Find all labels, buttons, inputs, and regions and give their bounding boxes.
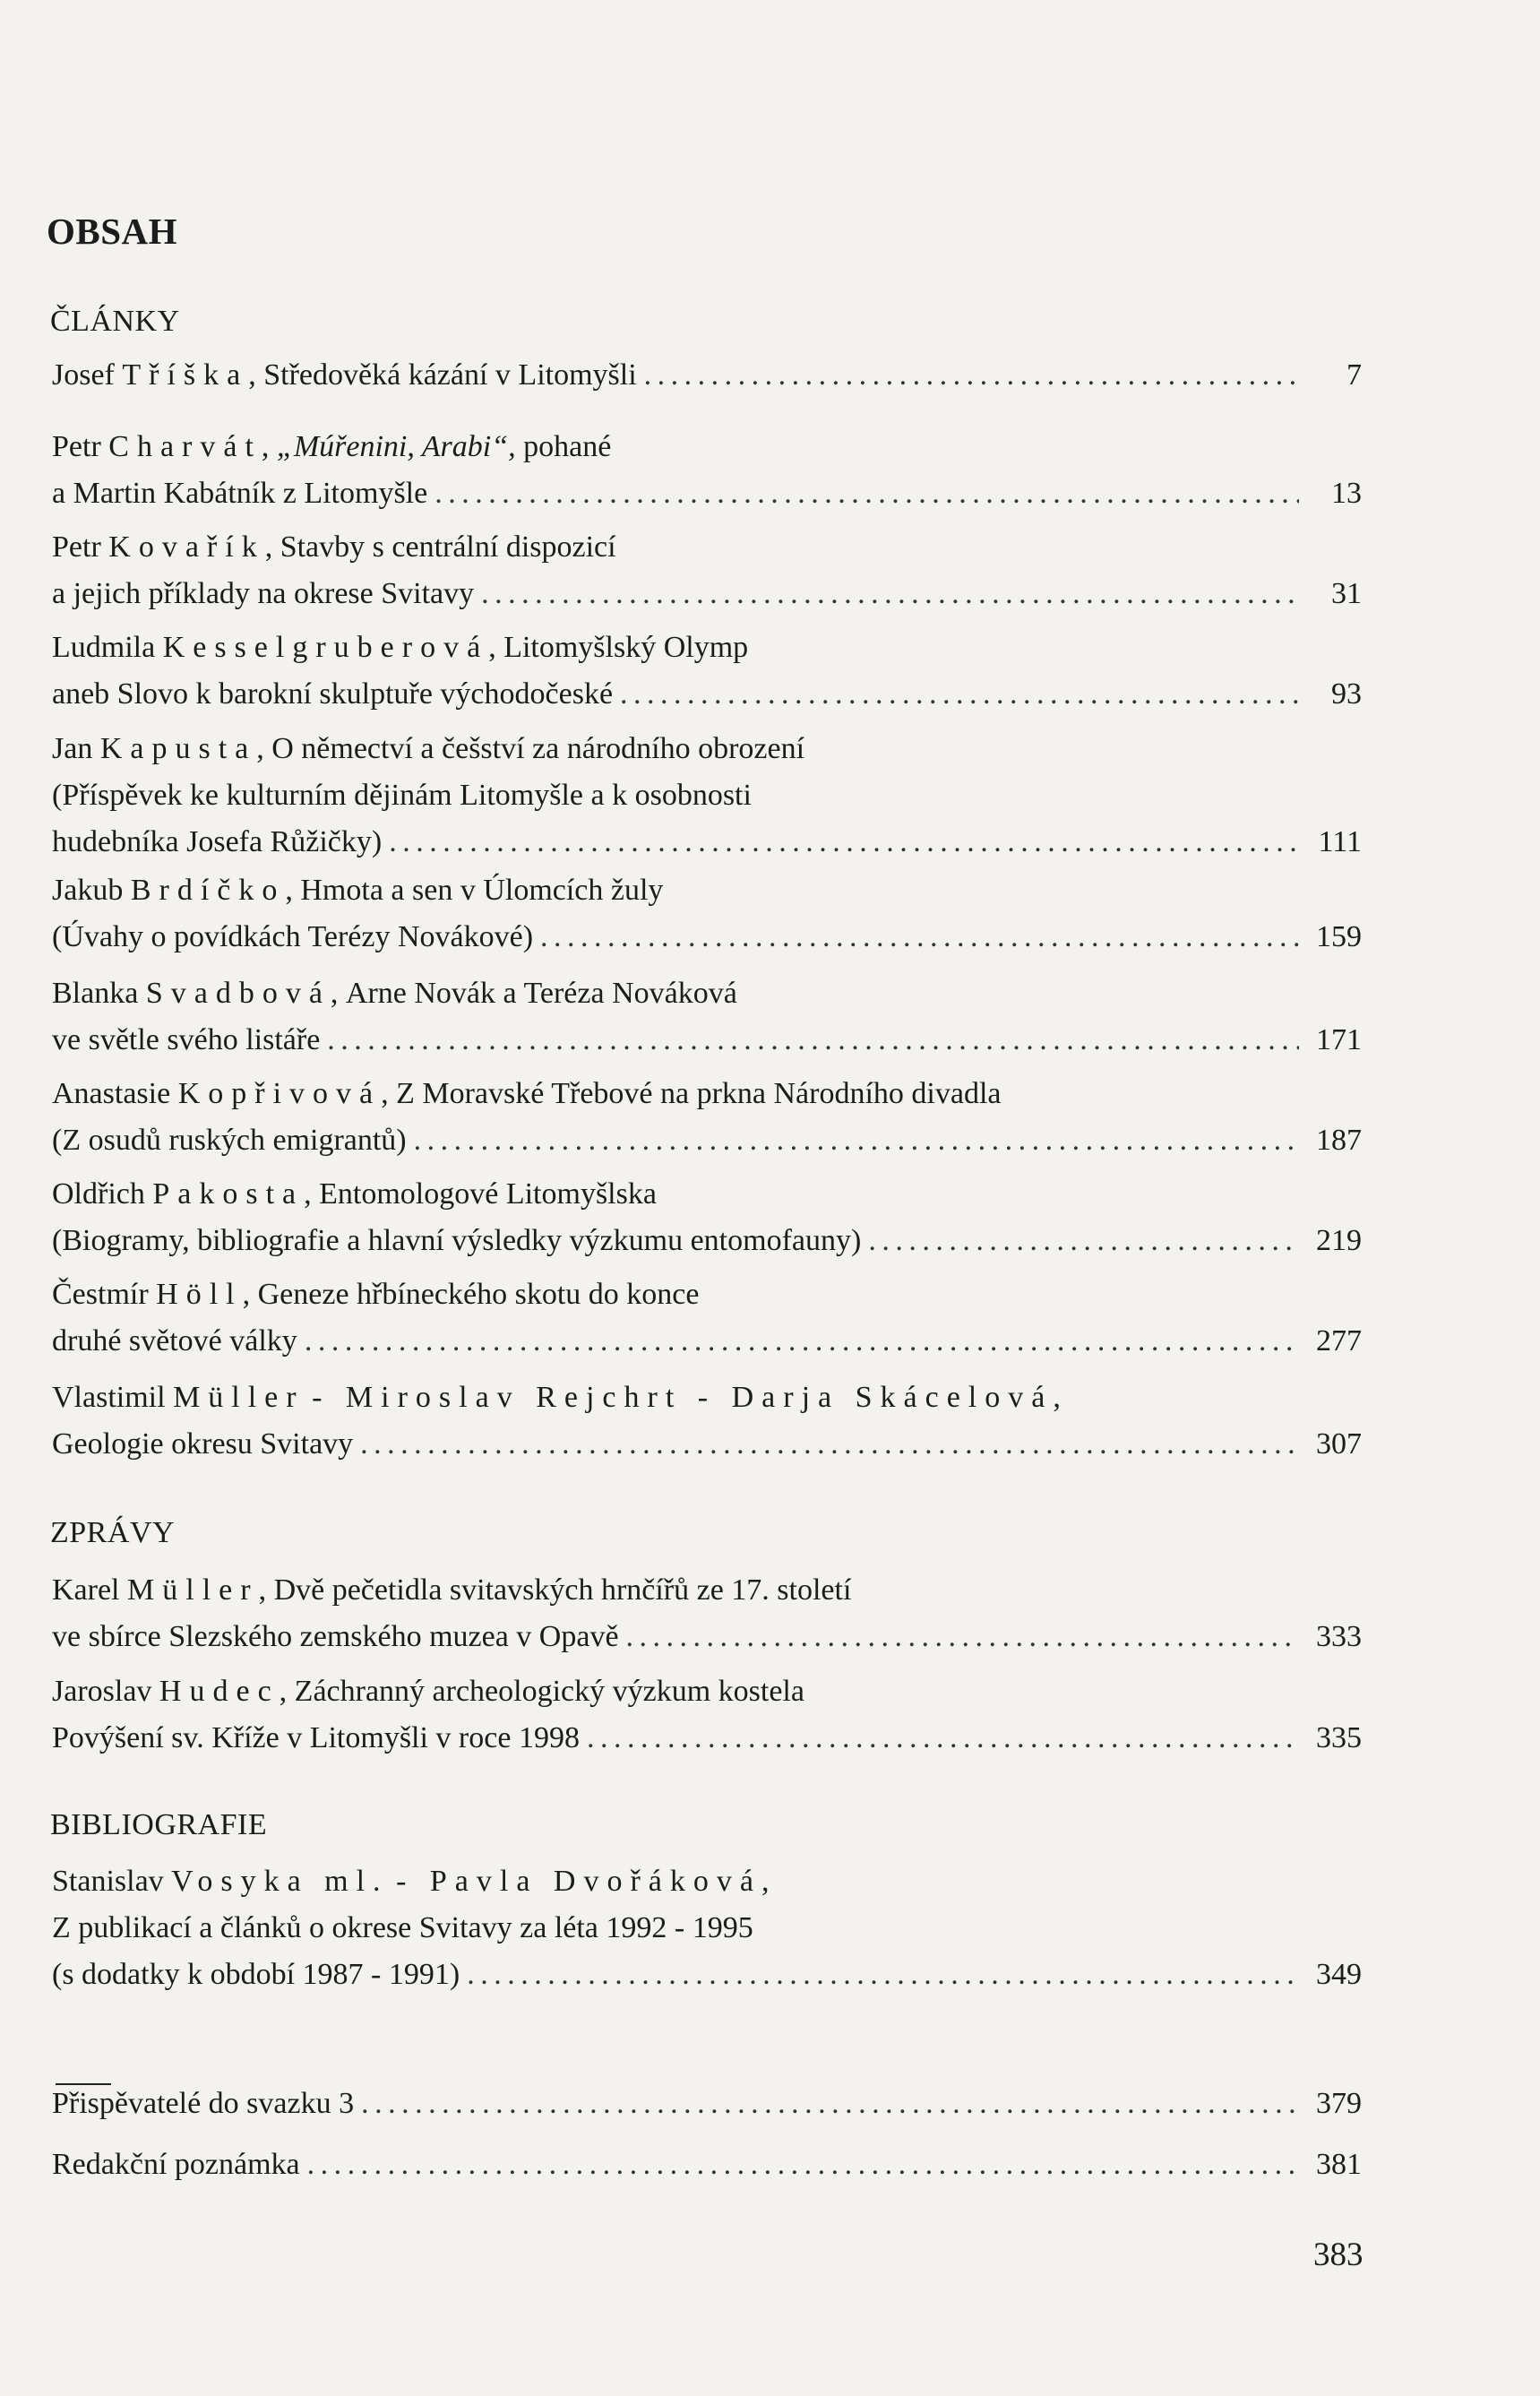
dot-leader [307, 2142, 1299, 2188]
page-number: 7 [1346, 358, 1362, 392]
toc-entry-line [52, 1614, 1362, 1660]
extra-authors: - Pavla Dvořáková, [396, 1865, 778, 1898]
page-number: 31 [1331, 577, 1362, 610]
dot-leader [389, 819, 1299, 866]
toc-entry-line [52, 1318, 1362, 1365]
dot-leader [481, 571, 1299, 617]
entry-title: (Biogramy, bibliografie a hlavní výsledky výzkumu entomofauny) [52, 1224, 862, 1257]
entry-title: a jejich příklady na okrese Svitavy [52, 577, 475, 610]
author-first: Blanka [52, 977, 139, 1010]
toc-entry-line [52, 2081, 1362, 2127]
toc-entry [52, 352, 1362, 399]
toc-entry-line [52, 1715, 1362, 1762]
dot-leader [868, 1218, 1299, 1264]
entry-title: druhé světové války [52, 1324, 297, 1357]
section-heading-clanky: ČLÁNKY [50, 305, 180, 338]
toc-entry-line [52, 1952, 1362, 1998]
toc-entry-line: Jakub Brdíčko, Hmota a sen v Úlomcích žuly [52, 874, 664, 907]
toc-entry-line [52, 819, 1362, 866]
toc-entry [52, 726, 1362, 866]
entry-title: Dvě pečetidla svitavských hrnčířů ze 17. století [273, 1573, 852, 1607]
dot-leader [587, 1715, 1299, 1762]
author-last: Kopřivová [177, 1077, 382, 1110]
author-first: Anastasie [52, 1077, 171, 1110]
author-first: Čestmír [52, 1278, 149, 1311]
toc-entry-line: Petr Charvát, „Múřenini, Arabi“, pohané [52, 430, 612, 463]
author-first: Jakub [52, 874, 124, 907]
author-first: Jaroslav [52, 1675, 152, 1708]
toc-entry [52, 2142, 1362, 2188]
toc-entry-line: Blanka Svadbová, Arne Novák a Teréza Nováková [52, 977, 737, 1010]
dot-leader [414, 1117, 1299, 1164]
entry-title: Z Moravské Třebové na prkna Národního divadla [396, 1077, 1002, 1110]
author-first: Karel [52, 1573, 120, 1607]
page-number: 171 [1316, 1023, 1362, 1056]
section-heading-bibliografie: BIBLIOGRAFIE [50, 1808, 268, 1841]
page-number: 335 [1316, 1721, 1362, 1754]
author-last: Höll [156, 1278, 243, 1311]
dot-leader [361, 2081, 1299, 2127]
toc-entry-line [52, 470, 1362, 517]
page-number: 187 [1316, 1124, 1362, 1157]
entry-title: Záchranný archeologický výzkum kostela [294, 1675, 804, 1708]
toc-entry-line [52, 1375, 1362, 1421]
entry-title: ve světle svého listáře [52, 1023, 321, 1056]
entry-title: Geologie okresu Svitavy [52, 1427, 354, 1461]
toc-entry-line: Ludmila Kesselgruberová, Litomyšlský Olymp [52, 631, 749, 664]
author-last: Charvát [108, 430, 262, 463]
entry-title: Povýšení sv. Kříže v Litomyšli v roce 1998 [52, 1721, 580, 1754]
page-number: 349 [1316, 1958, 1362, 1991]
toc-entry-line [52, 914, 1362, 961]
author-last: Svadbová [145, 977, 331, 1010]
page-number: 219 [1316, 1224, 1362, 1257]
toc-entry-line [52, 2142, 1362, 2188]
author-first: Petr [52, 530, 101, 564]
toc-entry-line [52, 1017, 1362, 1064]
entry-title: (Úvahy o povídkách Terézy Novákové) [52, 920, 534, 953]
entry-title: a Martin Kabátník z Litomyšle [52, 477, 428, 510]
toc-entry-line [52, 1117, 1362, 1164]
author-last: Hudec [159, 1675, 280, 1708]
entry-title: Středověká kázání v Litomyšli [263, 358, 637, 392]
page-footer-number: 383 [1313, 2237, 1364, 2273]
entry-title: Litomyšlský Olymp [503, 631, 749, 664]
author-first: Jan [52, 732, 93, 765]
author-first: Ludmila [52, 631, 156, 664]
toc-entry-line: Karel Müller, Dvě pečetidla svitavských hrnčířů ze 17. století [52, 1573, 852, 1607]
section-heading-zpravy: ZPRÁVY [50, 1516, 176, 1549]
author-last: Kovařík [108, 530, 265, 564]
author-last: Tříška [122, 358, 249, 392]
page-number: 379 [1316, 2087, 1362, 2120]
dot-leader [305, 1318, 1299, 1365]
entry-title: ve sbírce Slezského zemského muzea v Opavě [52, 1620, 619, 1653]
author-first: Petr [52, 430, 101, 463]
author-first: Josef [52, 358, 115, 392]
author-last: Kapusta [99, 732, 257, 765]
toc-entry-line: Jan Kapusta, O němectví a češství za národního obrození [52, 732, 805, 765]
toc-entry-line: Petr Kovařík, Stavby s centrální dispozicí [52, 530, 616, 564]
toc-entry-line [52, 1905, 1362, 1952]
toc-entry [52, 524, 1362, 617]
toc-entry-line: Čestmír Höll, Geneze hřbíneckého skotu do konce [52, 1278, 700, 1311]
author-first: Vlastimil [52, 1381, 166, 1414]
dot-leader [467, 1952, 1299, 1998]
entry-title: (Příspěvek ke kulturním dějinám Litomyšle a k osobnosti [52, 779, 752, 812]
toc-entry [52, 1071, 1362, 1164]
author-last: Vosyka ml. [171, 1865, 389, 1898]
toc-entry-line [52, 1858, 1362, 1905]
dot-leader [540, 914, 1299, 961]
page-number: 93 [1331, 677, 1362, 711]
toc-entry-line: Josef Tříška , Středověká kázání v Litomyšli . . . 7 [52, 352, 1362, 399]
toc-entry [52, 1567, 1362, 1660]
entry-title: hudebníka Josefa Růžičky) [52, 825, 383, 858]
entry-title: Geneze hřbíneckého skotu do konce [257, 1278, 700, 1311]
page-number: 307 [1316, 1427, 1362, 1461]
toc-entry [52, 970, 1362, 1064]
toc-entry [52, 1858, 1362, 1998]
toc-entry [52, 867, 1362, 961]
dot-leader [360, 1421, 1299, 1468]
toc-entry [52, 2081, 1362, 2127]
entry-title: (Z osudů ruských emigrantů) [52, 1124, 407, 1157]
entry-title: Arne Novák a Teréza Nováková [345, 977, 737, 1010]
entry-title: O němectví a češství za národního obrození [271, 732, 805, 765]
author-last: Kesselgruberová [162, 631, 489, 664]
page-number: 13 [1331, 477, 1362, 510]
toc-entry [52, 1375, 1362, 1468]
author-first: Oldřich [52, 1177, 145, 1211]
toc-entry-line [52, 1421, 1362, 1468]
page-number: 333 [1316, 1620, 1362, 1653]
page-number: 111 [1318, 825, 1362, 858]
page-number: 277 [1316, 1324, 1362, 1357]
entry-title: Entomologové Litomyšlska [319, 1177, 657, 1211]
author-first: Stanislav [52, 1865, 164, 1898]
toc-entry [52, 1171, 1362, 1264]
toc-entry [52, 625, 1362, 718]
toc-entry [52, 424, 1362, 517]
page-title: OBSAH [47, 211, 178, 252]
entry-title: (s dodatky k období 1987 - 1991) [52, 1958, 460, 1991]
toc-entry [52, 1668, 1362, 1762]
toc-entry-line [52, 671, 1362, 718]
entry-title: pohané [523, 430, 612, 463]
toc-entry-line: Oldřich Pakosta, Entomologové Litomyšlska [52, 1177, 657, 1211]
dot-leader [327, 1017, 1299, 1064]
entry-title-italic: „Múřenini, Arabi“, [276, 430, 516, 463]
entry-title: Redakční poznámka [52, 2148, 300, 2181]
dot-leader [626, 1614, 1299, 1660]
page-number: 159 [1316, 920, 1362, 953]
entry-title: Přispěvatelé do svazku 3 [52, 2087, 355, 2120]
toc-entry-line [52, 1218, 1362, 1264]
author-last: Müller [127, 1573, 259, 1607]
dot-leader [434, 470, 1299, 517]
dot-leader [620, 671, 1299, 718]
page-number: 381 [1316, 2148, 1362, 2181]
toc-entry [52, 1271, 1362, 1365]
toc-entry-line [52, 571, 1362, 617]
entry-title: aneb Slovo k barokní skulptuře východočeské [52, 677, 614, 711]
toc-entry-line [52, 772, 1362, 819]
toc-entry-line: Anastasie Kopřivová, Z Moravské Třebové na prkna Národního divadla [52, 1077, 1002, 1110]
author-last: Brdíčko [130, 874, 286, 907]
entry-title: Stavby s centrální dispozicí [280, 530, 616, 564]
author-last: Müller [173, 1381, 305, 1414]
entry-title: Hmota a sen v Úlomcích žuly [300, 874, 664, 907]
extra-authors: - Miroslav Rejchrt - Darja Skácelová, [312, 1381, 1069, 1414]
toc-entry-line: Jaroslav Hudec, Záchranný archeologický výzkum kostela [52, 1675, 804, 1708]
author-last: Pakosta [152, 1177, 305, 1211]
dot-leader [644, 352, 1299, 399]
entry-title: Z publikací a článků o okrese Svitavy za léta 1992 - 1995 [52, 1911, 753, 1944]
